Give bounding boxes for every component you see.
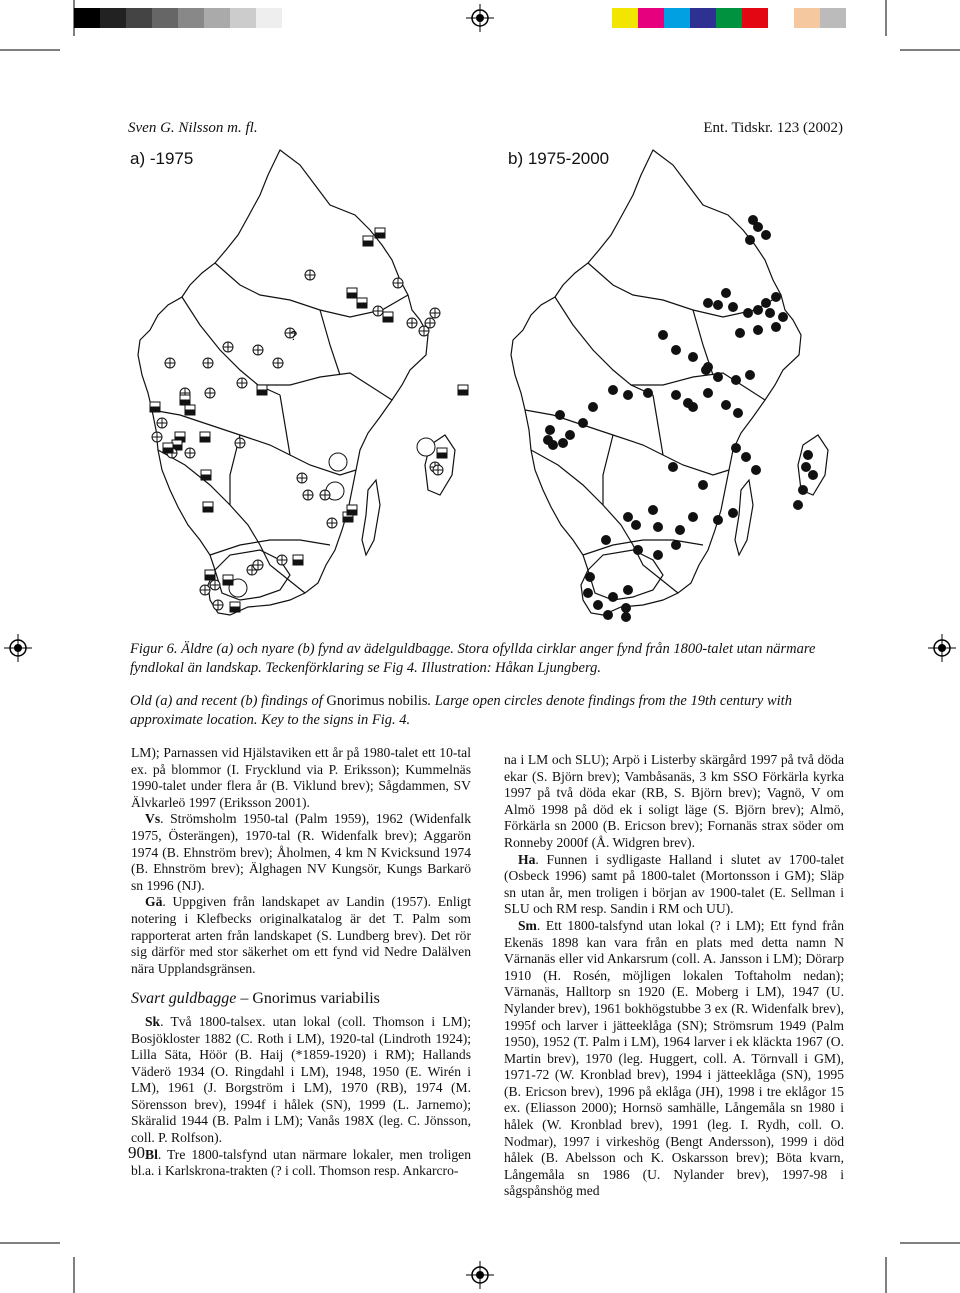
paragraph: na i LM och SLU); Arpö i Listerby skärgård 1997 på två döda ekar (S. Björn brev); Vambåsanäs, 3 km SSO Förkärla kyrka 1997 på två döda ekar (RB, S. Björn brev); Vagnö, V om Almö 1998 på död ek i soligt läge (S. Björn brev); Almö, Förkärla sn 2000 (B. Ericson brev); Fornanäs strax söder om Ronneby 2000f (Å. Widgren brev). — [504, 752, 844, 850]
filled-circle-marker — [648, 505, 658, 515]
body-column-right — [504, 752, 844, 1200]
half-filled-square-marker-fill — [205, 575, 215, 580]
body-column-left — [131, 745, 471, 1180]
filled-circle-marker — [745, 370, 755, 380]
paragraph: Ha. Funnen i sydligaste Halland i slutet av 1700-talet (Osbeck 1996) samt på 1800-talet (Mortonsson i GM); Släp sn utan år, men troligen i början av 1900-talet (E. Sellman i SLU och RM resp. Sandin i RM och UU). — [504, 851, 844, 917]
half-filled-square-marker-fill — [185, 410, 195, 415]
filled-circle-marker — [671, 540, 681, 550]
map-b-label: b) 1975-2000 — [508, 149, 610, 168]
filled-circle-marker — [751, 465, 761, 475]
filled-circle-marker — [745, 235, 755, 245]
half-filled-square-marker-fill — [458, 390, 468, 395]
filled-circle-marker — [703, 298, 713, 308]
filled-circle-marker — [753, 325, 763, 335]
filled-circle-marker — [741, 452, 751, 462]
filled-circle-marker — [761, 298, 771, 308]
map-a-question-mark: ? — [290, 328, 298, 343]
filled-circle-marker — [623, 512, 633, 522]
filled-circle-marker — [631, 520, 641, 530]
filled-circle-marker — [548, 440, 558, 450]
filled-circle-marker — [778, 312, 788, 322]
half-filled-square-marker-fill — [150, 407, 160, 412]
filled-circle-marker — [565, 430, 575, 440]
filled-circle-marker — [731, 375, 741, 385]
filled-circle-marker — [688, 512, 698, 522]
paragraph: LM); Parnassen vid Hjälstaviken ett år på 1980-talet ett 10-tal ex. på blommor (I. Frycklund via P. Eriksson); Kummelnäs 1990-talet under flera år (B. Viklund brev); Sågdammen, SV Älvkarleö 1997 (Eriksson 2001). — [131, 745, 471, 810]
filled-circle-marker — [555, 410, 565, 420]
filled-circle-marker — [588, 402, 598, 412]
filled-circle-marker — [653, 522, 663, 532]
filled-circle-marker — [721, 400, 731, 410]
paragraph: Gä. Uppgiven från landskapet av Landin (1957). Enligt notering i Klefbecks originalkatalog är det T. Palm som rapporterat arten från landskapet (S. Lundberg brev). Det rör sig därför med stor säkerhet om ett fynd vid Nedre Dalälven nära Upplandsgränsen. — [131, 894, 471, 976]
section-heading: Svart guldbagge – Gnorimus variabilis — [131, 990, 380, 1008]
filled-circle-marker — [808, 470, 818, 480]
page-number: 90 — [128, 1143, 145, 1162]
filled-circle-marker — [578, 418, 588, 428]
filled-circle-marker — [798, 485, 808, 495]
filled-circle-marker — [761, 230, 771, 240]
filled-circle-marker — [733, 408, 743, 418]
filled-circle-marker — [765, 308, 775, 318]
filled-circle-marker — [653, 550, 663, 560]
large-open-circle-marker — [417, 438, 435, 456]
filled-circle-marker — [675, 525, 685, 535]
filled-circle-marker — [701, 365, 711, 375]
filled-circle-marker — [803, 450, 813, 460]
half-filled-square-marker-fill — [201, 475, 211, 480]
filled-circle-marker — [713, 372, 723, 382]
filled-circle-marker — [753, 305, 763, 315]
filled-circle-marker — [671, 390, 681, 400]
filled-circle-marker — [721, 288, 731, 298]
filled-circle-marker — [728, 508, 738, 518]
half-filled-square-marker-fill — [293, 560, 303, 565]
filled-circle-marker — [668, 462, 678, 472]
half-filled-square-marker-fill — [375, 233, 385, 238]
filled-circle-marker — [728, 302, 738, 312]
paragraph: Vs. Strömsholm 1950-tal (Palm 1959), 1962 (Widenfalk 1975, Österängen), 1970-tal (R. Widenfalk brev); Aggarön 1974 (B. Ehnström brev); Åholmen, 4 km N Kvicksund 1974 (B. Ehnström brev); Älghagen NV Kungsör, Kungs Barkarö sn 1996 (NJ). — [131, 811, 471, 893]
filled-circle-marker — [621, 603, 631, 613]
half-filled-square-marker-fill — [363, 241, 373, 246]
figure-caption-english: Old (a) and recent (b) findings of Gnorimus nobilis. Large open circles denote findings from the 19th century with approximate location. Key to the signs in Fig. 4. — [130, 693, 792, 728]
filled-circle-marker — [623, 390, 633, 400]
filled-circle-marker — [658, 330, 668, 340]
filled-circle-marker — [713, 300, 723, 310]
filled-circle-marker — [603, 610, 613, 620]
half-filled-square-marker-fill — [163, 448, 173, 453]
filled-circle-marker — [713, 515, 723, 525]
paragraph: Bl. Tre 1800-talsfynd utan närmare lokaler, men troligen bl.a. i Karlskrona-trakten (? i coll. Thomson resp. Ankarcro- — [131, 1146, 471, 1179]
half-filled-square-marker-fill — [200, 437, 210, 442]
filled-circle-marker — [608, 592, 618, 602]
half-filled-square-marker-fill — [180, 400, 190, 405]
half-filled-square-marker-fill — [437, 453, 447, 458]
half-filled-square-marker-fill — [347, 293, 357, 298]
filled-circle-marker — [771, 292, 781, 302]
filled-circle-marker — [585, 572, 595, 582]
map-a-southern-sweden — [130, 145, 490, 630]
filled-circle-marker — [633, 545, 643, 555]
map-b-southern-sweden — [508, 145, 858, 630]
filled-circle-marker — [593, 600, 603, 610]
running-header-authors: Sven G. Nilsson m. fl. — [128, 120, 258, 136]
running-header-journal: Ent. Tidskr. 123 (2002) — [703, 120, 843, 136]
filled-circle-marker — [643, 388, 653, 398]
filled-circle-marker — [623, 585, 633, 595]
filled-circle-marker — [731, 443, 741, 453]
paragraph: Sm. Ett 1800-talsfynd utan lokal (? i LM); Ett fynd från Ekenäs 1898 kan vara från en plats med detta namn N Värnanäs eller vid Ankarsrum (coll. A. Jansson i LM); Dörarp 1910 (H. Rosén, möjligen lokalen Toftaholm nedan); Värnanäs, Halltorp sn 1920 (E. Moberg i LM), 1947 (U. Nylander brev), 1961 bokhögstubbe 3 ex (R. Widenfalk brev), 1995f och larver i jätteeklåga (SN); Strömsrum 1949 (Palm 1950), 1952 (T. Palm i LM), 1964 larver i ek kläckta 1967 (O. Martin brev), 1970 (leg. Huggert, coll. A. Törnvall i GM), 1971-72 (W. Kronblad brev), 1994 i jätteeklåga (SN), 1995 (B. Ericson brev), 1996 på eklåga (JH), 1998 i tre eklågor 15 ex. (Eliasson 2000); Hornsö samhälle, Långemåla sn 1980 i hålek (W. Kronblad brev), 1991 (leg. I. Rydh, coll. O. Nodmar), 1997 i virkeshög (Bengt Andersson), 1999 i död hålek (B. Abelsson och K. Oskarsson brev); Böta kvarn, Långemåla sn 1986 (U. Nylander brev), 1997-98 i sågspånshög med — [504, 917, 844, 1199]
filled-circle-marker — [801, 462, 811, 472]
half-filled-square-marker-fill — [257, 390, 267, 395]
half-filled-square-marker-fill — [203, 507, 213, 512]
filled-circle-marker — [771, 322, 781, 332]
filled-circle-marker — [583, 588, 593, 598]
filled-circle-marker — [688, 402, 698, 412]
filled-circle-marker — [703, 388, 713, 398]
filled-circle-marker — [735, 328, 745, 338]
filled-circle-marker — [793, 500, 803, 510]
filled-circle-marker — [743, 308, 753, 318]
figure-caption-swedish: Figur 6. Äldre (a) och nyare (b) fynd av ädelguldbagge. Stora ofyllda cirklar anger fynd från 1800-talet utan närmare fyndlokal än landskap. Teckenförklaring se Fig 4. Illustration: Håkan Ljungberg. — [130, 641, 816, 676]
large-open-circle-marker — [329, 453, 347, 471]
filled-circle-marker — [608, 385, 618, 395]
filled-circle-marker — [621, 612, 631, 622]
half-filled-square-marker-fill — [230, 607, 240, 612]
filled-circle-marker — [558, 438, 568, 448]
filled-circle-marker — [671, 345, 681, 355]
filled-circle-marker — [698, 480, 708, 490]
half-filled-square-marker-fill — [347, 510, 357, 515]
half-filled-square-marker-fill — [357, 303, 367, 308]
filled-circle-marker — [601, 535, 611, 545]
filled-circle-marker — [753, 222, 763, 232]
filled-circle-marker — [545, 425, 555, 435]
half-filled-square-marker-fill — [343, 517, 353, 522]
half-filled-square-marker-fill — [223, 580, 233, 585]
filled-circle-marker — [688, 352, 698, 362]
map-a-label: a) -1975 — [130, 149, 194, 168]
half-filled-square-marker-fill — [383, 317, 393, 322]
paragraph: Sk. Två 1800-talsex. utan lokal (coll. Thomson i LM); Bosjökloster 1882 (C. Roth i LM), 1920-tal (Lindroth 1924); Lilla Säta, Höör (B. Haij (*1859-1920) i RM); Hallands Väderö 1934 (O. Ringdahl i LM), 1948, 1950 (E. Wirén i LM), 1961 (J. Borgström i LM), 1970 (RB), 1974 (M. Sörensson brev), 1994f i hålek (SN), 1999 (L. Jarnemo); Skäralid 1944 (B. Palm i LM); Vanås 198X (leg. C. Jönsson, coll. P. Rolfson). — [131, 1013, 471, 1146]
